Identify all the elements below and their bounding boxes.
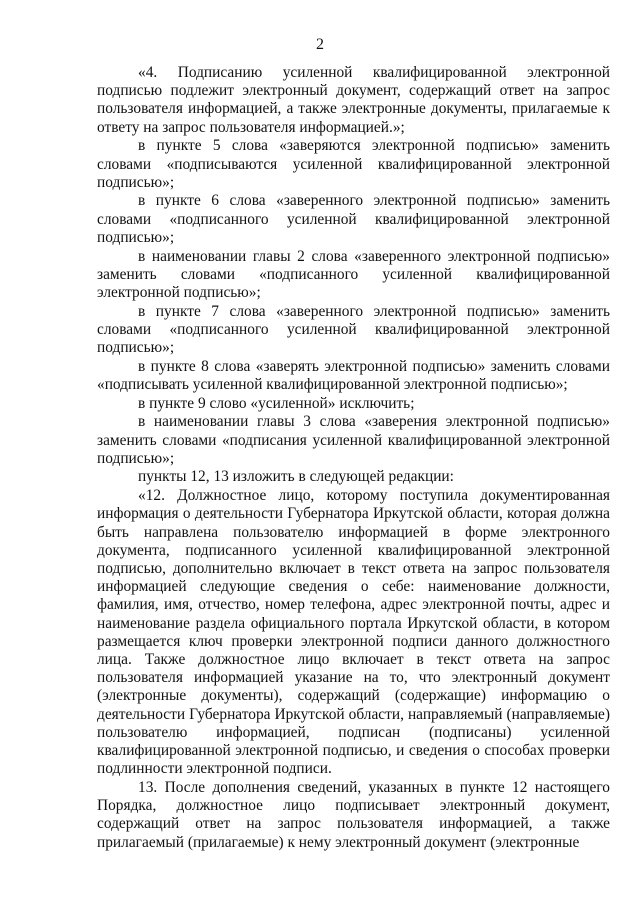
- paragraph-items-12-13-intro: пункты 12, 13 изложить в следующей редакции:: [138, 468, 454, 486]
- document-body: [97, 64, 610, 852]
- paragraph-item-5: в пункте 5 слова «заверяются электронной подписью» заменить словами «подписываются усиленной квалифицированной электронной подписью»;: [97, 137, 610, 191]
- paragraph-item-9: в пункте 9 слово «усиленной» исключить;: [138, 394, 415, 412]
- page-number: 2: [316, 36, 324, 53]
- paragraph-item-7: в пункте 7 слова «заверенного электронной подписью» заменить словами «подписанного усиленной квалифицированной электронной подписью»;: [97, 302, 610, 357]
- paragraph-item-8: в пункте 8 слова «заверять электронной подписью» заменить словами «подписывать усиленной квалифицированной электронной подписью»;: [97, 357, 610, 393]
- paragraph-clause-13: 13. После дополнения сведений, указанных в пункте 12 настоящего Порядка, должностное лицо подписывает электронный документ, содержащий ответ на запрос пользователя информацией, а также прилагаемый (прилагаемые) к нему электронный документ (электронные: [97, 778, 610, 851]
- paragraph-chapter-3-title: в наименовании главы 3 слова «заверения электронной подписью» заменить словами «подписания усиленной квалифицированной электронной подписью»;: [97, 413, 610, 467]
- paragraph-item-6: в пункте 6 слова «заверенного электронной подписью» заменить словами «подписанного усиленной квалифицированной электронной подписью»;: [97, 192, 610, 246]
- paragraph-clause-12: «12. Должностное лицо, которому поступила документированная информация о деятельности Губернатора Иркутской области, которая должна быть направлена пользователю информацией в форме электронного документа, подписанного усиленной квалифицированной электронной подписью, дополнительно включает в текст ответа на запрос пользователя информацией следующие сведения о себе: наименование должности, фамилия, имя, отчество, номер телефона, адрес электронной почты, адрес и наименование раздела официального портала Иркутской области, в котором размещается ключ проверки электронной подписи данного должностного лица. Также должностное лицо включает в текст ответа на запрос пользователя информацией указание на то, что электронный документ (электронные документы), содержащий (содержащие) информацию о деятельности Губернатора Иркутской области, направляемый (направляемые) пользователю информацией, подписан (подписаны) усиленной квалифицированной электронной подписью, и сведения о способах проверки подлинности электронной подписи.: [97, 487, 610, 778]
- paragraph-chapter-2-title: в наименовании главы 2 слова «заверенного электронной подписью» заменить словами «подписанного усиленной квалифицированной электронной подписью»;: [97, 247, 610, 301]
- paragraph-clause-4: «4. Подписанию усиленной квалифицированной электронной подписью подлежит электронный документ, содержащий ответ на запрос пользователя информацией, а также электронные документы, прилагаемые к ответу на запрос пользователя информацией.»;: [97, 64, 610, 136]
